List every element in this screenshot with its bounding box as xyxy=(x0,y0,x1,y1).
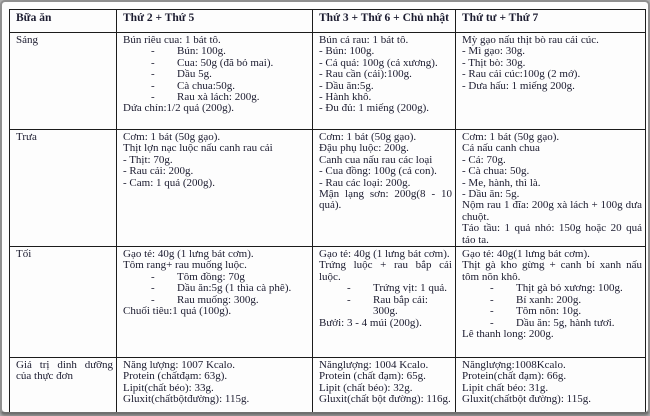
row-label: Sáng xyxy=(10,33,117,130)
column-header-3: Thứ tư + Thứ 7 xyxy=(456,10,646,33)
text-line: - Dầu ăn:5g. xyxy=(319,79,374,92)
table-cell xyxy=(117,33,313,130)
table-cell xyxy=(456,130,646,247)
text-line: Táo tầu: 1 quả nhỏ: 150g hoặc 20 quả táo ta. xyxy=(462,222,642,246)
text-line: - Cam: 1 quả (200g). xyxy=(123,176,215,189)
dash-bullet-icon: - xyxy=(151,56,155,69)
table-cell xyxy=(313,358,456,413)
text-line: Lipit (chất béo): 32g. xyxy=(319,381,413,394)
bullet-text: Rau muống: 300g. xyxy=(177,293,259,306)
text-line: - Rau các loại: 200g. xyxy=(319,176,411,189)
table-cell xyxy=(456,358,646,413)
bullet-text: Cà chua:50g. xyxy=(177,79,236,92)
text-line: Tôm rang+ rau muống luộc. xyxy=(123,259,247,272)
table-cell xyxy=(117,130,313,247)
dash-bullet-icon: - xyxy=(490,293,494,306)
text-line: Mận lạng sơn: 200g(8 - 10 quả). xyxy=(319,188,452,212)
bullet-text: Thịt gà bỏ xương: 100g. xyxy=(516,282,623,295)
text-line: Năng lượng: 1007 Kcalo. xyxy=(123,359,235,372)
text-line: Nộm rau 1 đĩa: 200g xà lách + 100g dưa chuột. xyxy=(462,199,642,223)
header-row xyxy=(10,10,646,33)
bullet-text: Bún: 100g. xyxy=(177,45,226,58)
dash-bullet-icon: - xyxy=(151,282,155,295)
bullet-text: Rau bắp cải: 300g. xyxy=(373,293,428,318)
text-line: - Rau cải: 200g. xyxy=(123,165,194,178)
bullet-text: Bí xanh: 200g. xyxy=(516,293,582,306)
text-line: - Cá: 70g. xyxy=(462,153,506,166)
text-line: Lipit(chất béo): 33g. xyxy=(123,381,214,394)
text-line: Cơm: 1 bát (50g gạo). xyxy=(123,131,221,143)
row-label: Trưa xyxy=(10,130,117,247)
text-line: Canh cua nấu rau các loại xyxy=(319,153,433,166)
text-line: Nănglượng:1008Kcalo. xyxy=(462,359,566,372)
text-line: Protein(chất đạm): 66g. xyxy=(462,370,567,383)
text-line: - Thịt bò: 30g. xyxy=(462,56,526,69)
text-line: Protein (chấtđạm: 63g). xyxy=(123,370,228,383)
text-line: - Đu đủ: 1 miếng (200g). xyxy=(319,102,429,115)
text-line: - Dầu ăn: 5g. xyxy=(462,188,520,201)
text-line: Chuối tiêu:1 quả (100g). xyxy=(123,305,232,318)
text-line: Cơm: 1 bát (50g gạo). xyxy=(462,131,560,143)
text-line: Mỳ gạo nấu thịt bò rau cải cúc. xyxy=(462,34,599,46)
table-header xyxy=(10,10,646,33)
row-label: Giá trị dinh dưỡng của thực đơn xyxy=(10,358,117,413)
text-line: - Cua đồng: 100g (cả con). xyxy=(319,165,437,178)
bullet-text: Dầu ăn: 5g, hành tươi. xyxy=(516,316,615,329)
table-row xyxy=(10,247,646,358)
text-line: - Rau cần (cải):100g. xyxy=(319,68,412,81)
text-line: Protein (chất đạm): 65g. xyxy=(319,370,426,383)
text-line: Gluxit(chấtbột đường): 115g. xyxy=(462,393,591,406)
text-line: Trứng luộc + rau bắp cải luộc. xyxy=(319,259,452,283)
dash-bullet-icon: - xyxy=(490,282,494,295)
text-line: Gạo tẻ: 40g (1 lưng bát cơm). xyxy=(319,248,450,261)
text-line: Cơm: 1 bát (50g gạo). xyxy=(319,131,417,143)
bullet-item xyxy=(123,92,309,103)
dash-bullet-icon: - xyxy=(151,68,155,81)
text-line: Nănglượng: 1004 Kcalo. xyxy=(319,359,429,372)
text-line: Đậu phụ luộc: 200g. xyxy=(319,142,409,155)
text-line: - Mì gạo: 30g. xyxy=(462,45,525,58)
text-line: - Thịt: 70g. xyxy=(123,153,173,166)
dash-bullet-icon: - xyxy=(347,282,351,295)
dash-bullet-icon: - xyxy=(347,293,351,306)
table-cell xyxy=(117,247,313,358)
table-cell xyxy=(117,358,313,413)
bullet-text: Trứng vịt: 1 quả. xyxy=(373,282,448,295)
text-line: Gluxit(chất bột đường): 116g. xyxy=(319,393,451,406)
text-line: Lipit chất béo: 31g. xyxy=(462,381,549,394)
dash-bullet-icon: - xyxy=(490,305,494,318)
table-cell xyxy=(456,33,646,130)
dash-bullet-icon: - xyxy=(151,293,155,306)
bullet-text: Dầu 5g. xyxy=(177,68,212,81)
table-row xyxy=(10,358,646,413)
bullet-text: Tôm đồng: 70g xyxy=(177,270,245,283)
dash-bullet-icon: - xyxy=(151,45,155,58)
text-line: Bưởi: 3 - 4 múi (200g). xyxy=(319,316,422,329)
column-header-0: Bữa ăn xyxy=(10,10,117,33)
bullet-item xyxy=(319,295,452,318)
text-line: - Hành khô. xyxy=(319,91,372,104)
column-header-2: Thứ 3 + Thứ 6 + Chủ nhật xyxy=(313,10,456,33)
text-line: - Bún: 100g. xyxy=(319,45,375,58)
column-header-1: Thứ 2 + Thứ 5 xyxy=(117,10,313,33)
meal-plan-table xyxy=(9,9,646,413)
bullet-item xyxy=(123,295,309,306)
text-line: Bún cá rau: 1 bát tô. xyxy=(319,34,409,46)
table-row xyxy=(10,130,646,247)
text-line: - Cá quả: 100g (cả xương). xyxy=(319,56,438,69)
text-line: Lê thanh long: 200g. xyxy=(462,327,554,340)
text-line: Thịt lợn nạc luộc nấu canh rau cải xyxy=(123,142,273,155)
bullet-text: Tôm nõn: 10g. xyxy=(516,305,582,318)
row-label: Tối xyxy=(10,247,117,358)
table-cell xyxy=(313,130,456,247)
table-cell xyxy=(313,33,456,130)
text-line: Bún riêu cua: 1 bát tô. xyxy=(123,34,221,46)
bullet-text: Dầu ăn:5g (1 thìa cà phê). xyxy=(177,282,292,295)
text-line: Gạo tẻ: 40g (1 lưng bát cơm). xyxy=(123,248,254,261)
text-line: - Me, hành, thì là. xyxy=(462,176,541,189)
bullet-text: Rau xà lách: 200g. xyxy=(177,91,260,104)
text-line: Gluxit(chấtbộtđường): 115g. xyxy=(123,393,250,406)
text-line: - Rau cải cúc:100g (2 mớ). xyxy=(462,68,581,81)
table-body xyxy=(10,33,646,413)
dash-bullet-icon: - xyxy=(151,79,155,92)
dash-bullet-icon: - xyxy=(151,91,155,104)
table-row xyxy=(10,33,646,130)
dash-bullet-icon: - xyxy=(490,316,494,329)
text-line: Thịt gà kho gừng + canh bí xanh nấu tôm nõn khô. xyxy=(462,259,642,283)
table-cell xyxy=(313,247,456,358)
bullet-item xyxy=(462,318,642,329)
dash-bullet-icon: - xyxy=(151,270,155,283)
text-line: Gạo tẻ: 40g(1 lưng bát cơm). xyxy=(462,248,590,261)
text-line: Dứa chín:1/2 quả (200g). xyxy=(123,102,235,115)
text-line: - Cà chua: 50g. xyxy=(462,165,530,178)
text-line: Cá nấu canh chua xyxy=(462,142,540,155)
table-cell xyxy=(456,247,646,358)
text-line: - Dưa hấu: 1 miếng 200g. xyxy=(462,79,575,92)
bullet-text: Cua: 50g (đã bỏ mai). xyxy=(177,56,274,69)
